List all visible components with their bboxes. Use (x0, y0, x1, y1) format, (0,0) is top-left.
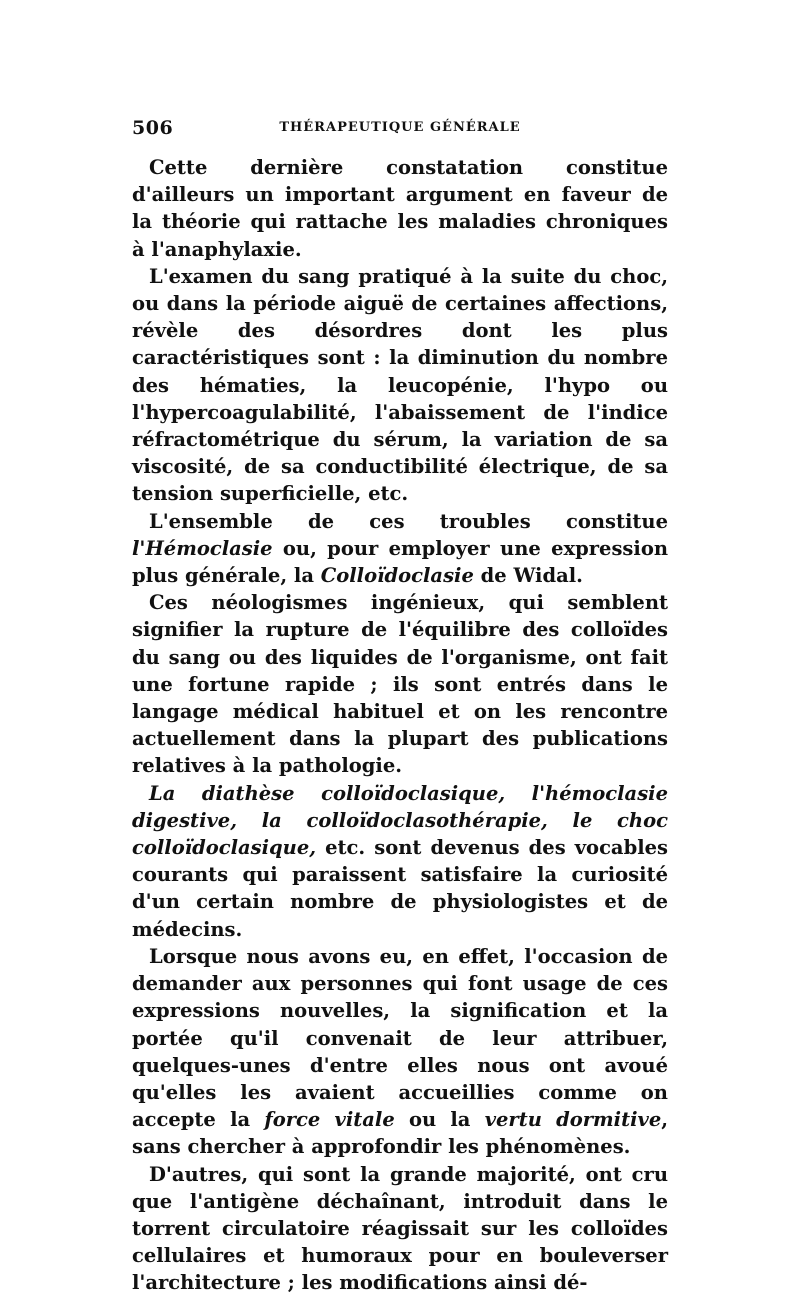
paragraph (132, 780, 668, 943)
running-title: THÉRAPEUTIQUE GÉNÉRALE (279, 120, 521, 135)
paragraph (132, 943, 668, 1161)
italic-text: vertu dormitive (484, 1108, 662, 1132)
text-run: Lorsque nous avons eu, en effet, l'occasion de demander aux personnes qui font usage de ces expressions nouvelles, la signification et la portée qu'il convenait de leur attribuer, quelques-unes d'entre elles nous ont avoué qu'elles les avaient accueillies comme on accepte la (132, 944, 668, 1132)
text-run: de Widal. (473, 564, 583, 588)
italic-text: Colloïdoclasie (320, 564, 474, 588)
paragraph (132, 154, 668, 263)
paragraph (132, 263, 668, 508)
text-run: Cette dernière constatation constitue d'ailleurs un important argument en faveur de la théorie qui rattache les maladies chroniques à l'anaphylaxie. (132, 156, 668, 261)
text-run: Ces néologismes ingénieux, qui semblent signifier la rupture de l'équilibre des colloïdes du sang ou des liquides de l'organisme, ont fait une fortune rapide ; ils sont entrés dans le langage médical habituel et on les rencontre actuellement dans la plupart des publications relatives à la pathologie. (132, 591, 668, 778)
italic-text: La diathèse colloïdoclasique, l'hémoclasie digestive, la colloïdoclasothérapie, le choc colloïdoclasique, (132, 781, 668, 860)
paragraph (132, 589, 668, 779)
text-run: etc. sont devenus des vocables courants qui paraissent satisfaire la curiosité d'un certain nombre de physiologistes et de médecins. (132, 836, 668, 941)
paragraph (132, 508, 668, 590)
text-run: L'ensemble de ces troubles constitue (149, 509, 668, 533)
text-run: D'autres, qui sont la grande majorité, ont cru que l'antigène déchaînant, introduit dans le torrent circulatoire réagissait sur les colloïdes cellulaires et humoraux pour en bouleverser l'architecture ; les modifications ainsi dé- (132, 1162, 668, 1295)
text-run: ou la (394, 1108, 485, 1132)
text-run: , sans chercher à approfondir les phénomènes. (132, 1108, 669, 1159)
paragraph (132, 1161, 668, 1297)
page-number: 506 (132, 117, 174, 139)
italic-text: l'Hémoclasie (132, 536, 273, 560)
text-run: L'examen du sang pratiqué à la suite du choc, ou dans la période aiguë de certaines affections, révèle des désordres dont les plus caractéristiques sont : la diminution du nombre des hématies, la leucopénie, l'hypo ou l'hypercoagulabilité, l'abaissement de l'indice réfractométrique du sérum, la variation de sa viscosité, de sa conductibilité électrique, de sa tension superficielle, etc. (132, 264, 668, 506)
italic-text: force vitale (264, 1108, 395, 1132)
page-header (132, 117, 668, 139)
text-run: ou, pour employer une expression plus générale, la (132, 536, 668, 588)
body-text (132, 154, 668, 1297)
